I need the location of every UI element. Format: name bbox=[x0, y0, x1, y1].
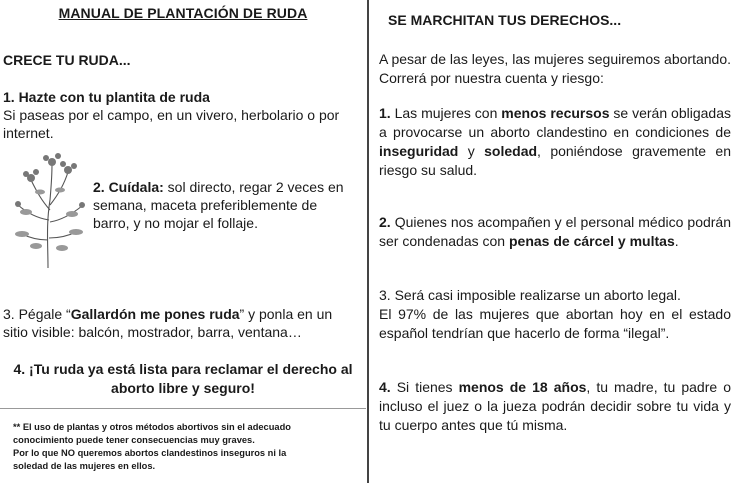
step-4: 4. ¡Tu ruda ya está lista para reclamar el derecho al aborto libre y seguro! bbox=[13, 361, 353, 396]
grow-heading: CRECE TU RUDA... bbox=[3, 52, 131, 68]
point-4-text: , tu madre, tu padre o incluso el juez o la jueza podrán decidir sobre tu vida y tu cuerpo antes que tú misma. bbox=[379, 379, 731, 433]
point-4-text: Si tienes bbox=[390, 379, 459, 395]
point-3-heading: 3. Será casi imposible realizarse un aborto legal. bbox=[379, 287, 681, 303]
point-1-emphasis: soledad bbox=[484, 143, 538, 159]
point-2-emphasis: penas de cárcel y multas bbox=[508, 233, 675, 249]
point-2-text: Quienes nos acompañen y el personal médico podrán ser condenadas con bbox=[379, 214, 731, 249]
step-1-text: Si paseas por el campo, en un vivero, herbolario o por internet. bbox=[3, 107, 340, 141]
step-2-text: sol directo, regar 2 veces en semana, maceta preferiblemente de barro, y no mojar el follaje. bbox=[93, 179, 344, 231]
point-1-emphasis: inseguridad bbox=[379, 143, 459, 159]
rue-plant-illustration bbox=[6, 150, 92, 270]
footnote-line: Por lo que NO queremos abortos clandestinos inseguros ni la bbox=[13, 448, 287, 458]
column-divider bbox=[367, 0, 369, 483]
point-1-text: y bbox=[458, 143, 485, 159]
step-3-slogan: Gallardón me pones ruda bbox=[70, 306, 240, 322]
point-2-number: 2. bbox=[379, 214, 391, 230]
footnote-line: ** El uso de plantas y otros métodos abortivos sin el adecuado bbox=[13, 422, 291, 432]
point-3 bbox=[379, 286, 731, 343]
step-2-label: 2. Cuídala: bbox=[93, 179, 164, 195]
point-2-text: . bbox=[674, 233, 679, 249]
manual-title: MANUAL DE PLANTACIÓN DE RUDA bbox=[58, 5, 308, 21]
right-column bbox=[376, 0, 732, 483]
point-4 bbox=[379, 378, 731, 435]
step-3-prefix: 3. Pégale “ bbox=[3, 306, 71, 322]
step-3-suffix: ” y ponla en un sitio visible: balcón, mostrador, barra, ventana… bbox=[3, 306, 333, 340]
point-1-text: , poniéndose gravemente en riesgo su salud. bbox=[379, 143, 731, 178]
point-1-text: se verán obligadas a provocarse un aborto clandestino en condiciones de bbox=[379, 105, 731, 140]
step-3 bbox=[3, 305, 348, 341]
step-1 bbox=[3, 88, 348, 142]
point-1-number: 1. bbox=[379, 105, 391, 121]
step-2 bbox=[93, 178, 353, 232]
point-1-text: Las mujeres con bbox=[390, 105, 502, 121]
footnote-line: conocimiento puede tener consecuencias muy graves. bbox=[13, 435, 255, 445]
footnote-divider bbox=[0, 408, 366, 409]
step-1-heading: 1. Hazte con tu plantita de ruda bbox=[3, 89, 210, 105]
rights-title: SE MARCHITAN TUS DERECHOS... bbox=[388, 12, 622, 28]
intro-paragraph: A pesar de las leyes, las mujeres seguiremos abortando. Correrá por nuestra cuenta y riesgo: bbox=[379, 51, 731, 86]
footnote-line: soledad de las mujeres en ellos. bbox=[13, 461, 156, 471]
point-1 bbox=[379, 104, 731, 180]
footnote bbox=[13, 421, 353, 473]
point-4-emphasis: menos de 18 años bbox=[458, 379, 587, 395]
point-4-number: 4. bbox=[379, 379, 391, 395]
point-1-emphasis: menos recursos bbox=[501, 105, 610, 121]
point-3-text: El 97% de las mujeres que abortan hoy en el estado español tendrían que hacerlo de forma “ilegal”. bbox=[379, 306, 731, 341]
point-2 bbox=[379, 213, 731, 251]
left-column bbox=[0, 0, 366, 483]
